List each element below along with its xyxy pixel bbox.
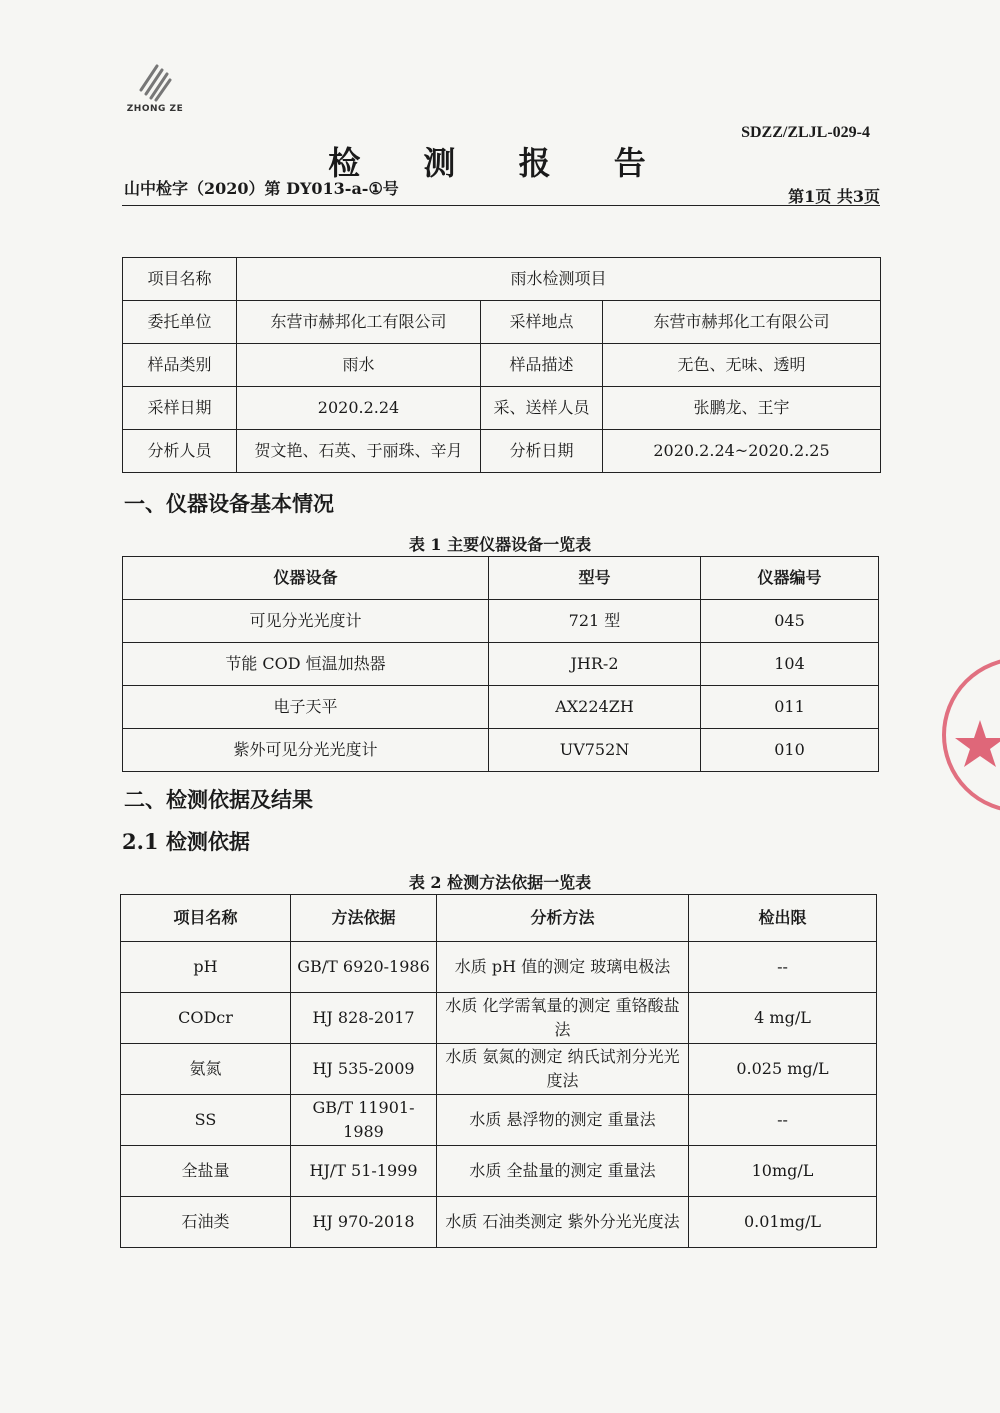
table-header-row bbox=[123, 557, 879, 600]
analysis-method: 水质 悬浮物的测定 重量法 bbox=[437, 1095, 689, 1146]
equipment-name: 节能 COD 恒温加热器 bbox=[123, 643, 489, 686]
column-header: 仪器设备 bbox=[123, 557, 489, 600]
equipment-model: AX224ZH bbox=[489, 686, 701, 729]
report-number: 山中检字（2020）第 DY013-a-①号 bbox=[124, 179, 399, 198]
client-value: 东营市赫邦化工有限公司 bbox=[237, 301, 481, 344]
method-basis: GB/T 6920-1986 bbox=[291, 942, 437, 993]
table2-caption: 表 2 检测方法依据一览表 bbox=[408, 873, 592, 892]
analysis-method: 水质 氨氮的测定 纳氏试剂分光光度法 bbox=[437, 1044, 689, 1095]
sampling-date-value: 2020.2.24 bbox=[237, 387, 481, 430]
project-label: 项目名称 bbox=[123, 258, 237, 301]
table-row bbox=[121, 942, 877, 993]
item-name: pH bbox=[121, 942, 291, 993]
desc-value: 无色、无味、透明 bbox=[603, 344, 881, 387]
official-seal bbox=[940, 640, 1000, 830]
method-basis: HJ/T 51-1999 bbox=[291, 1146, 437, 1197]
project-value: 雨水检测项目 bbox=[237, 258, 881, 301]
site-label: 采样地点 bbox=[481, 301, 603, 344]
table-row bbox=[123, 430, 881, 473]
equipment-id: 045 bbox=[701, 600, 879, 643]
page-number: 第1页 共3页 bbox=[788, 187, 880, 206]
table-row bbox=[121, 1146, 877, 1197]
equipment-name: 可见分光光度计 bbox=[123, 600, 489, 643]
project-info-table bbox=[122, 257, 881, 473]
table-row bbox=[123, 344, 881, 387]
analysis-method: 水质 化学需氧量的测定 重铬酸盐法 bbox=[437, 993, 689, 1044]
detection-limit: 0.025 mg/L bbox=[689, 1044, 877, 1095]
table-row bbox=[123, 258, 881, 301]
equipment-table bbox=[122, 556, 879, 772]
analysis-method: 水质 全盐量的测定 重量法 bbox=[437, 1146, 689, 1197]
subsection-heading-basis: 2.1 检测依据 bbox=[122, 829, 250, 854]
detection-limit: -- bbox=[689, 1095, 877, 1146]
table-header-row bbox=[121, 895, 877, 942]
table-row bbox=[121, 1095, 877, 1146]
section-heading-equipment: 一、仪器设备基本情况 bbox=[124, 491, 334, 516]
column-header: 方法依据 bbox=[291, 895, 437, 942]
item-name: SS bbox=[121, 1095, 291, 1146]
table-row bbox=[121, 1197, 877, 1248]
item-name: 氨氮 bbox=[121, 1044, 291, 1095]
item-name: CODcr bbox=[121, 993, 291, 1044]
item-name: 全盐量 bbox=[121, 1146, 291, 1197]
seal-star-icon bbox=[940, 640, 1000, 830]
report-title: 检 测 报 告 bbox=[328, 144, 672, 182]
equipment-model: 721 型 bbox=[489, 600, 701, 643]
analyst-value: 贺文艳、石英、于丽珠、辛月 bbox=[237, 430, 481, 473]
column-header: 仪器编号 bbox=[701, 557, 879, 600]
company-logo bbox=[120, 60, 190, 114]
logo-stripes-icon bbox=[135, 60, 175, 102]
detection-limit: 10mg/L bbox=[689, 1146, 877, 1197]
column-header: 型号 bbox=[489, 557, 701, 600]
equipment-id: 010 bbox=[701, 729, 879, 772]
equipment-name: 电子天平 bbox=[123, 686, 489, 729]
analysis-date-value: 2020.2.24~2020.2.25 bbox=[603, 430, 881, 473]
column-header: 检出限 bbox=[689, 895, 877, 942]
column-header: 项目名称 bbox=[121, 895, 291, 942]
table-row bbox=[123, 686, 879, 729]
equipment-model: JHR-2 bbox=[489, 643, 701, 686]
table-row bbox=[123, 729, 879, 772]
table-row bbox=[123, 643, 879, 686]
client-label: 委托单位 bbox=[123, 301, 237, 344]
category-label: 样品类别 bbox=[123, 344, 237, 387]
detection-limit: -- bbox=[689, 942, 877, 993]
table-row bbox=[123, 301, 881, 344]
equipment-id: 011 bbox=[701, 686, 879, 729]
header-divider bbox=[122, 205, 880, 206]
desc-label: 样品描述 bbox=[481, 344, 603, 387]
table-row bbox=[121, 1044, 877, 1095]
table1-caption: 表 1 主要仪器设备一览表 bbox=[408, 535, 592, 554]
table-row bbox=[121, 993, 877, 1044]
method-basis: HJ 535-2009 bbox=[291, 1044, 437, 1095]
equipment-name: 紫外可见分光光度计 bbox=[123, 729, 489, 772]
equipment-id: 104 bbox=[701, 643, 879, 686]
method-basis: GB/T 11901-1989 bbox=[291, 1095, 437, 1146]
analysis-method: 水质 pH 值的测定 玻璃电极法 bbox=[437, 942, 689, 993]
table-row bbox=[123, 387, 881, 430]
logo-text: ZHONG ZE bbox=[126, 104, 184, 114]
method-basis: HJ 970-2018 bbox=[291, 1197, 437, 1248]
section-heading-basis-results: 二、检测依据及结果 bbox=[124, 787, 313, 812]
analysis-method: 水质 石油类测定 紫外分光光度法 bbox=[437, 1197, 689, 1248]
method-basis: HJ 828-2017 bbox=[291, 993, 437, 1044]
method-basis-table bbox=[120, 894, 877, 1248]
sampling-date-label: 采样日期 bbox=[123, 387, 237, 430]
item-name: 石油类 bbox=[121, 1197, 291, 1248]
detection-limit: 0.01mg/L bbox=[689, 1197, 877, 1248]
equipment-model: UV752N bbox=[489, 729, 701, 772]
column-header: 分析方法 bbox=[437, 895, 689, 942]
detection-limit: 4 mg/L bbox=[689, 993, 877, 1044]
staff-label: 采、送样人员 bbox=[481, 387, 603, 430]
table-row bbox=[123, 600, 879, 643]
document-code: SDZZ/ZLJL-029-4 bbox=[741, 124, 870, 141]
site-value: 东营市赫邦化工有限公司 bbox=[603, 301, 881, 344]
analysis-date-label: 分析日期 bbox=[481, 430, 603, 473]
staff-value: 张鹏龙、王宇 bbox=[603, 387, 881, 430]
category-value: 雨水 bbox=[237, 344, 481, 387]
analyst-label: 分析人员 bbox=[123, 430, 237, 473]
